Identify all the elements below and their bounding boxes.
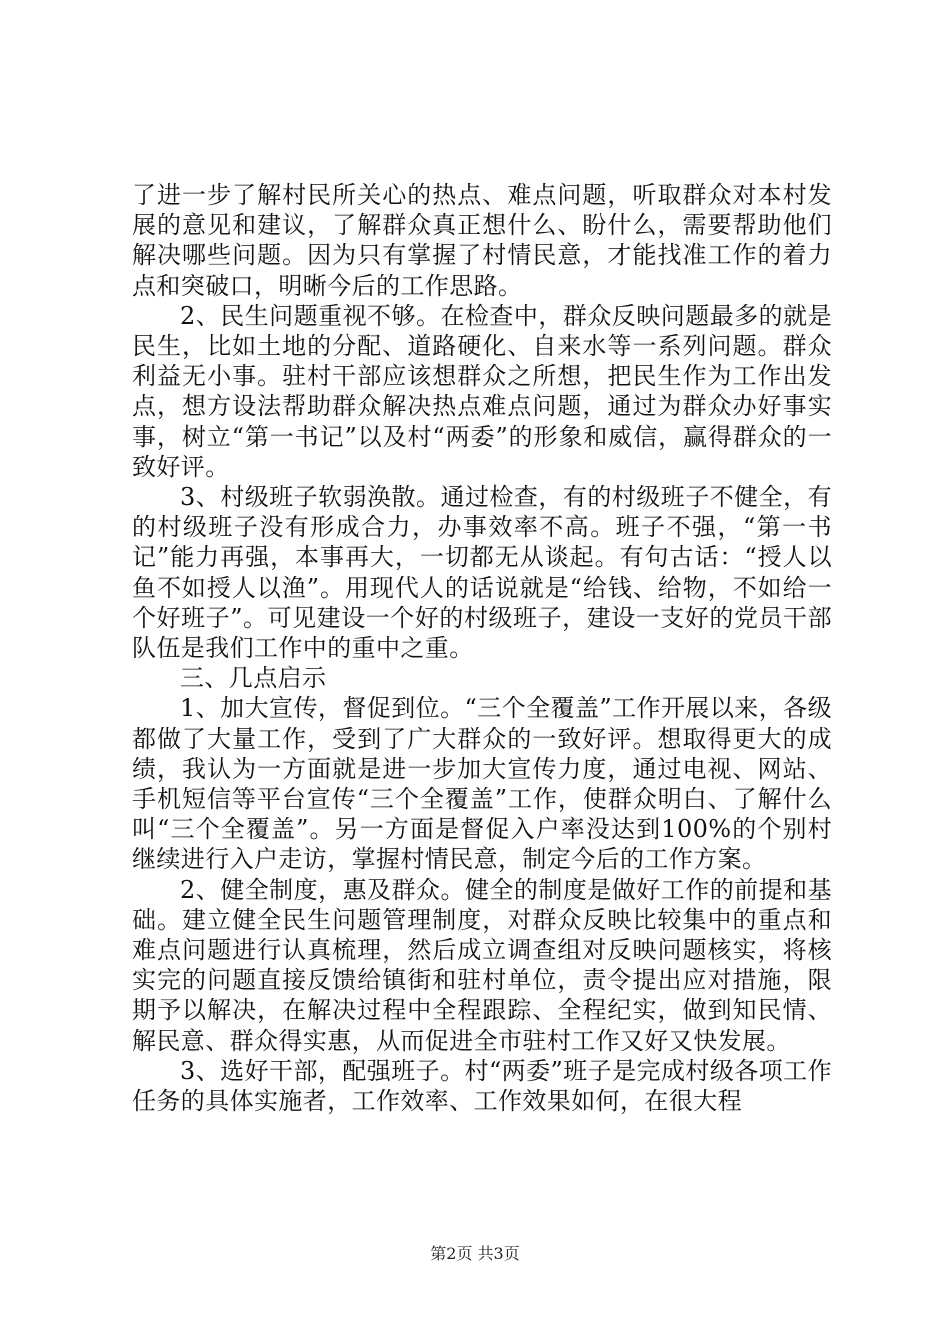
paragraph-publicity: 1、加大宣传，督促到位。“三个全覆盖”工作开展以来，各级都做了大量工作，受到了广大群众的一致好评。想取得更大的成绩，我认为一方面就是进一步加大宣传力度，通过电视、网站、手机短信等平台宣传“三个全覆盖”工作，使群众明白、了解什么叫“三个全覆盖”。另一方面是督促入户率没达到100%的个别村继续进行入户走访，掌握村情民意，制定今后的工作方案。: [132, 694, 832, 874]
paragraph-select-cadres: 3、选好干部，配强班子。村“两委”班子是完成村级各项工作任务的具体实施者，工作效率、工作效果如何，在很大程: [132, 1056, 832, 1116]
page-number-footer: 第2页 共3页: [430, 1244, 520, 1263]
paragraph-livelihood-issues: 2、民生问题重视不够。在检查中，群众反映问题最多的就是民生，比如土地的分配、道路硬化、自来水等一系列问题。群众利益无小事。驻村干部应该想群众之所想，把民生作为工作出发点，想方设法帮助群众解决热点难点问题，通过为群众办好事实事，树立“第一书记”以及村“两委”的形象和威信，赢得群众的一致好评。: [132, 301, 832, 481]
paragraph-continuation: 了进一步了解村民所关心的热点、难点问题，听取群众对本村发展的意见和建议，了解群众真正想什么、盼什么，需要帮助他们解决哪些问题。因为只有掌握了村情民意，才能找准工作的着力点和突破口，明晰今后的工作思路。: [132, 181, 832, 300]
section-heading-insights: 三、几点启示: [180, 664, 327, 693]
paragraph-systems: 2、健全制度，惠及群众。健全的制度是做好工作的前提和基础。建立健全民生问题管理制度，对群众反映比较集中的重点和难点问题进行认真梳理，然后成立调查组对反映问题核实，将核实完的问题直接反馈给镇街和驻村单位，责令提出应对措施，限期予以解决，在解决过程中全程跟踪、全程纪实，做到知民情、解民意、群众得实惠，从而促进全市驻村工作又好又快发展。: [132, 875, 832, 1055]
document-body: [132, 180, 832, 1116]
paragraph-weak-village-team: 3、村级班子软弱涣散。通过检查，有的村级班子不健全，有的村级班子没有形成合力，办事效率不高。班子不强，“第一书记”能力再强，本事再大，一切都无从谈起。有句古话：“授人以鱼不如授人以渔”。用现代人的话说就是“给钱、给物，不如给一个好班子”。可见建设一个好的村级班子，建设一支好的党员干部队伍是我们工作中的重中之重。: [132, 483, 832, 663]
